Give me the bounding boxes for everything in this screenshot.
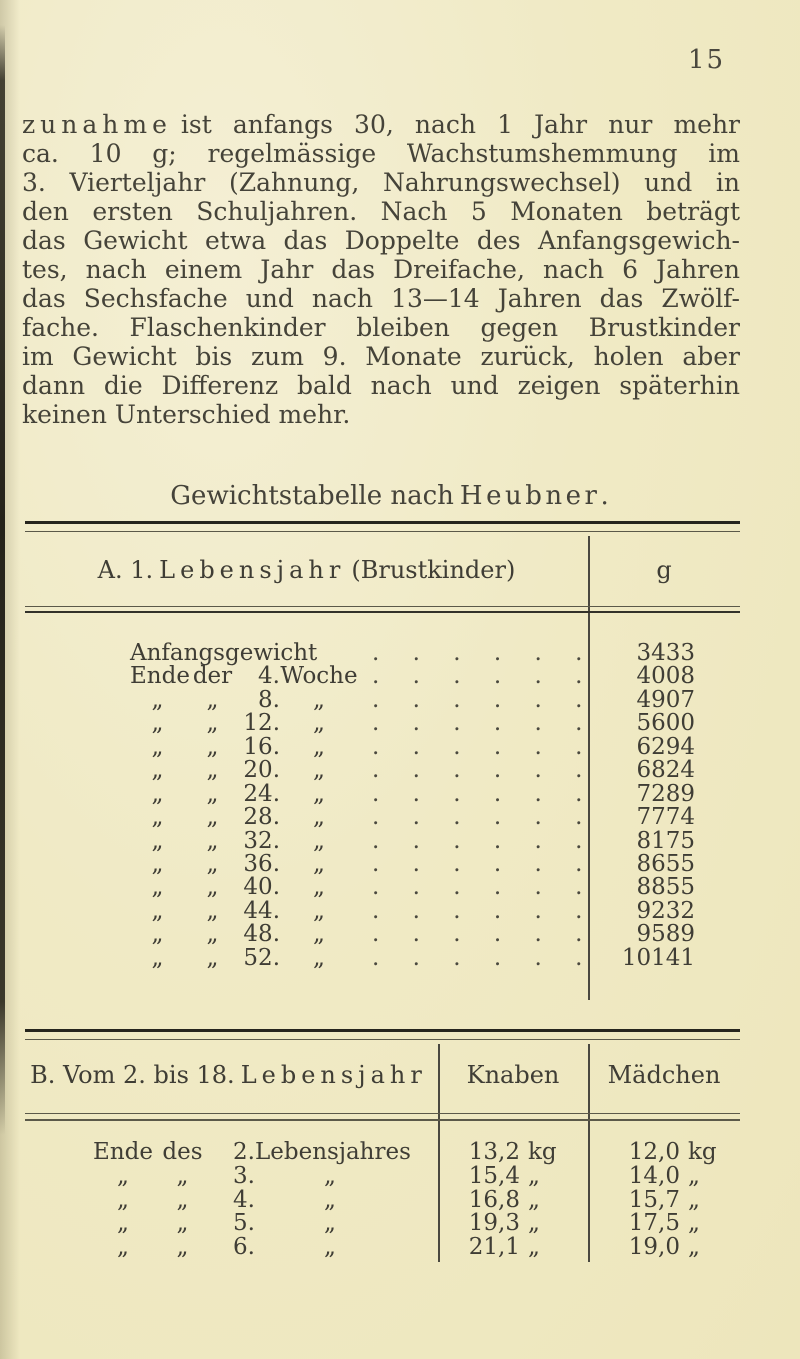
paragraph-line: 3. Vierteljahr (Zahnung, Nahrungswechsel) und in	[22, 168, 740, 197]
table-row	[25, 1141, 740, 1165]
row-label-part2: „	[176, 1186, 189, 1213]
row-week-number: 8.	[258, 686, 280, 713]
dot-leader: . . . . . .	[372, 710, 583, 737]
row-label-part2: „	[206, 757, 219, 784]
row-label-part1: „	[117, 1234, 129, 1261]
paragraph-line: tes, nach einem Jahr das Dreifache, nach 6 Jahren	[22, 255, 740, 284]
row-label-part4: „	[313, 874, 325, 901]
boys-weight-value: 16,8	[468, 1186, 520, 1213]
row-label-part2: „	[176, 1210, 189, 1237]
girls-weight-unit: „	[688, 1210, 700, 1237]
table-title-period: .	[600, 481, 609, 511]
dot-leader: . . . . . .	[372, 663, 583, 690]
dot-leader: . . . . . .	[372, 780, 583, 807]
table-row	[25, 944, 740, 971]
row-label-part2: „	[206, 710, 219, 737]
girls-weight-unit: „	[688, 1234, 700, 1261]
weight-value-grams: 4907	[636, 686, 695, 713]
dot-leader: . . . . . .	[372, 850, 583, 877]
table-row	[25, 712, 740, 735]
row-label-part1: Ende	[93, 1139, 153, 1165]
weight-value-grams: 3433	[636, 640, 695, 666]
row-label-part1: „	[151, 733, 164, 760]
row-label-part4: „	[313, 897, 325, 924]
paragraph-line: den ersten Schuljahren. Nach 5 Monaten beträgt	[22, 197, 740, 226]
weight-value-grams: 8175	[636, 827, 695, 854]
weight-value-grams: 4008	[636, 663, 695, 690]
girls-weight-unit: „	[688, 1162, 700, 1189]
row-label-part1: „	[151, 780, 164, 807]
boys-weight-value: 21,1	[468, 1234, 520, 1261]
paragraph-line: keinen Unterschied mehr.	[22, 400, 351, 429]
table-row	[25, 780, 740, 807]
row-label-part1: „	[117, 1186, 129, 1213]
row-label-part2: der	[192, 663, 233, 690]
row-label-part4: „	[313, 921, 325, 948]
table-title-text: Gewichtstabelle nach	[170, 481, 454, 511]
table-b-girls-header: Mädchen	[607, 1061, 721, 1089]
weight-value-grams: 9589	[636, 921, 695, 948]
table-row	[25, 733, 740, 760]
row-label-part2: „	[206, 733, 219, 760]
row-label-part4: „	[313, 780, 325, 807]
row-label-part4: Woche	[280, 663, 358, 690]
row-label-part4	[280, 642, 358, 665]
boys-weight-unit: „	[528, 1162, 540, 1189]
page-edge-dark-band	[0, 25, 5, 1135]
row-year-number: 2.	[233, 1139, 255, 1165]
girls-weight-unit: „	[688, 1186, 700, 1213]
row-label-part2: „	[206, 921, 219, 948]
paragraph-line: dann die Differenz bald nach und zeigen späterhin	[22, 371, 740, 400]
row-label-part4: „	[313, 710, 325, 737]
row-year-number: 5.	[233, 1210, 255, 1237]
row-year-number: 3.	[233, 1162, 255, 1189]
table-b-rows	[25, 1141, 740, 1260]
paragraph-line: fache. Flaschenkinder bleiben gegen Brustkinder	[22, 313, 740, 342]
table-top-rule-thin	[25, 531, 740, 532]
header-spaced-word: Lebensjahr	[159, 556, 346, 584]
row-label-part4: „	[324, 1186, 336, 1213]
weight-value-grams: 9232	[636, 897, 695, 924]
boys-weight-value: 13,2	[468, 1139, 520, 1165]
weight-value-grams: 6294	[636, 733, 695, 760]
row-week-number: 36.	[243, 850, 280, 877]
row-label-part2: „	[206, 897, 219, 924]
row-label-part2: des	[162, 1139, 203, 1165]
row-year-number: 4.	[233, 1186, 255, 1213]
row-label-part1: „	[117, 1210, 129, 1237]
table-row	[25, 876, 740, 899]
table-row	[25, 686, 740, 713]
row-label-part4: „	[313, 733, 325, 760]
table-row	[25, 1162, 740, 1189]
row-label-part1: „	[151, 944, 164, 971]
weight-value-grams: 7289	[636, 780, 695, 807]
paragraph-line: das Sechsfache und nach 13—14 Jahren das Zwölf-	[22, 284, 740, 313]
paragraph-line: ca. 10 g; regelmässige Wachstumshemmung im	[22, 139, 740, 168]
row-label-part2: „	[176, 1162, 189, 1189]
boys-weight-unit: „	[528, 1234, 540, 1261]
dot-leader: . . . . . .	[372, 874, 583, 901]
row-label-part1: „	[151, 827, 164, 854]
dot-leader: . . . . . .	[372, 733, 583, 760]
table-title-author: Heubner	[459, 481, 601, 511]
table-row	[25, 850, 740, 877]
row-label-part4: „	[313, 757, 325, 784]
row-week-number: 12.	[243, 710, 280, 737]
table-row	[25, 642, 740, 665]
row-label-part2: „	[206, 874, 219, 901]
dot-leader: . . . . . .	[372, 897, 583, 924]
header-suffix: (Brustkinder)	[351, 556, 516, 584]
table-row	[25, 827, 740, 854]
boys-weight-value: 19,3	[468, 1210, 520, 1237]
emphasized-word: zunahme	[22, 110, 172, 139]
row-week-number: 24.	[243, 780, 280, 807]
table-top-rule	[25, 1029, 740, 1032]
girls-weight-value: 15,7	[628, 1186, 680, 1213]
table-top-rule	[25, 521, 740, 524]
dot-leader: . . . . . .	[372, 686, 583, 713]
row-week-number: 40.	[243, 874, 280, 901]
row-label-part1: „	[151, 921, 164, 948]
row-week-number: 52.	[243, 944, 280, 971]
row-label-part1: „	[151, 897, 164, 924]
table-b-boys-header: Knaben	[466, 1061, 560, 1089]
row-week-number: 32.	[243, 827, 280, 854]
dot-leader: . . . . . .	[372, 640, 583, 666]
table-row	[25, 806, 740, 829]
row-label-part2: „	[206, 827, 219, 854]
row-label-part4: „	[313, 686, 325, 713]
table-a-rows	[25, 642, 740, 970]
row-week-number	[240, 642, 280, 665]
paragraph-line	[22, 110, 740, 139]
table-row	[25, 1236, 740, 1260]
table-top-rule-thin	[25, 1039, 740, 1040]
row-week-number: 44.	[243, 897, 280, 924]
header-separator-thick	[25, 611, 740, 613]
boys-weight-unit: „	[528, 1210, 540, 1237]
girls-weight-value: 19,0	[628, 1234, 680, 1261]
row-week-number: 20.	[243, 757, 280, 784]
row-label-part1: „	[151, 710, 164, 737]
row-year-number: 6.	[233, 1234, 255, 1261]
boys-weight-unit: „	[528, 1186, 540, 1213]
row-label-part2: „	[206, 804, 219, 831]
row-label-part4: „	[313, 944, 325, 971]
row-label-part4: „	[313, 850, 325, 877]
row-label-part1: Anfangsgewicht	[130, 640, 318, 666]
row-label-part4: „	[324, 1210, 336, 1237]
weight-table-later-years	[25, 1029, 740, 1262]
row-week-number: 48.	[243, 921, 280, 948]
body-paragraph	[22, 110, 740, 429]
row-week-number: 16.	[243, 733, 280, 760]
header-separator-thin	[25, 1119, 740, 1121]
row-label-part4: „	[324, 1162, 336, 1189]
table-row	[25, 1186, 740, 1213]
table-row	[25, 759, 740, 782]
dot-leader: . . . . . .	[372, 921, 583, 948]
row-label-part4: „	[313, 804, 325, 831]
dot-leader: . . . . . .	[372, 757, 583, 784]
table-row	[25, 923, 740, 946]
header-separator-thin	[25, 606, 740, 607]
weight-value-grams: 8855	[636, 874, 695, 901]
weight-value-grams: 5600	[636, 710, 695, 737]
paragraph-line: das Gewicht etwa das Doppelte des Anfangsgewich-	[22, 226, 740, 255]
weight-value-grams: 8655	[636, 850, 695, 877]
table-title	[25, 481, 740, 511]
header-spaced-word: Lebensjahr	[240, 1061, 427, 1089]
table-row	[25, 1212, 740, 1236]
row-label-part2: „	[176, 1234, 189, 1261]
boys-weight-unit: kg	[528, 1139, 557, 1165]
dot-leader: . . . . . .	[372, 944, 583, 971]
paragraph-line: im Gewicht bis zum 9. Monate zurück, holen aber	[22, 342, 740, 371]
row-label-part1: „	[151, 804, 164, 831]
weight-value-grams: 10141	[621, 944, 695, 971]
row-label-part1: „	[151, 874, 164, 901]
table-a-unit-header: g	[656, 556, 672, 584]
paragraph-text: ist anfangs 30, nach 1 Jahr nur mehr	[180, 110, 740, 139]
girls-weight-value: 14,0	[628, 1162, 680, 1189]
row-label-part4: „	[313, 827, 325, 854]
row-label-part2	[185, 642, 240, 665]
row-label-part4: „	[324, 1234, 336, 1261]
dot-leader: . . . . . .	[372, 804, 583, 831]
girls-weight-value: 17,5	[628, 1210, 680, 1237]
header-prefix: A. 1.	[97, 556, 154, 584]
weight-value-grams: 6824	[636, 757, 695, 784]
table-a-header-label	[25, 556, 588, 584]
girls-weight-value: 12,0	[628, 1139, 680, 1165]
weight-value-grams: 7774	[636, 804, 695, 831]
row-label-part1: „	[117, 1162, 129, 1189]
row-label-part1: „	[151, 850, 164, 877]
row-label-part2: „	[206, 780, 219, 807]
table-b-header-label	[25, 1061, 438, 1089]
row-label-part2: „	[206, 686, 219, 713]
weight-table-first-year	[25, 521, 740, 1000]
table-row	[25, 665, 740, 688]
header-prefix: B. Vom 2. bis 18.	[30, 1061, 235, 1089]
dot-leader: . . . . . .	[372, 827, 583, 854]
table-row	[25, 897, 740, 924]
row-label-part1: „	[151, 757, 164, 784]
row-week-number: 4.	[258, 663, 280, 690]
row-week-number: 28.	[243, 804, 280, 831]
row-label-part1: „	[151, 686, 164, 713]
boys-weight-value: 15,4	[468, 1162, 520, 1189]
row-label-part2: „	[206, 944, 219, 971]
girls-weight-unit: kg	[688, 1139, 717, 1165]
row-label-part4: Lebensjahres	[255, 1139, 411, 1165]
header-separator-thin	[25, 1113, 740, 1114]
page-number: 15	[688, 45, 726, 75]
row-label-part2: „	[206, 850, 219, 877]
row-label-part1: Ende	[130, 663, 190, 690]
